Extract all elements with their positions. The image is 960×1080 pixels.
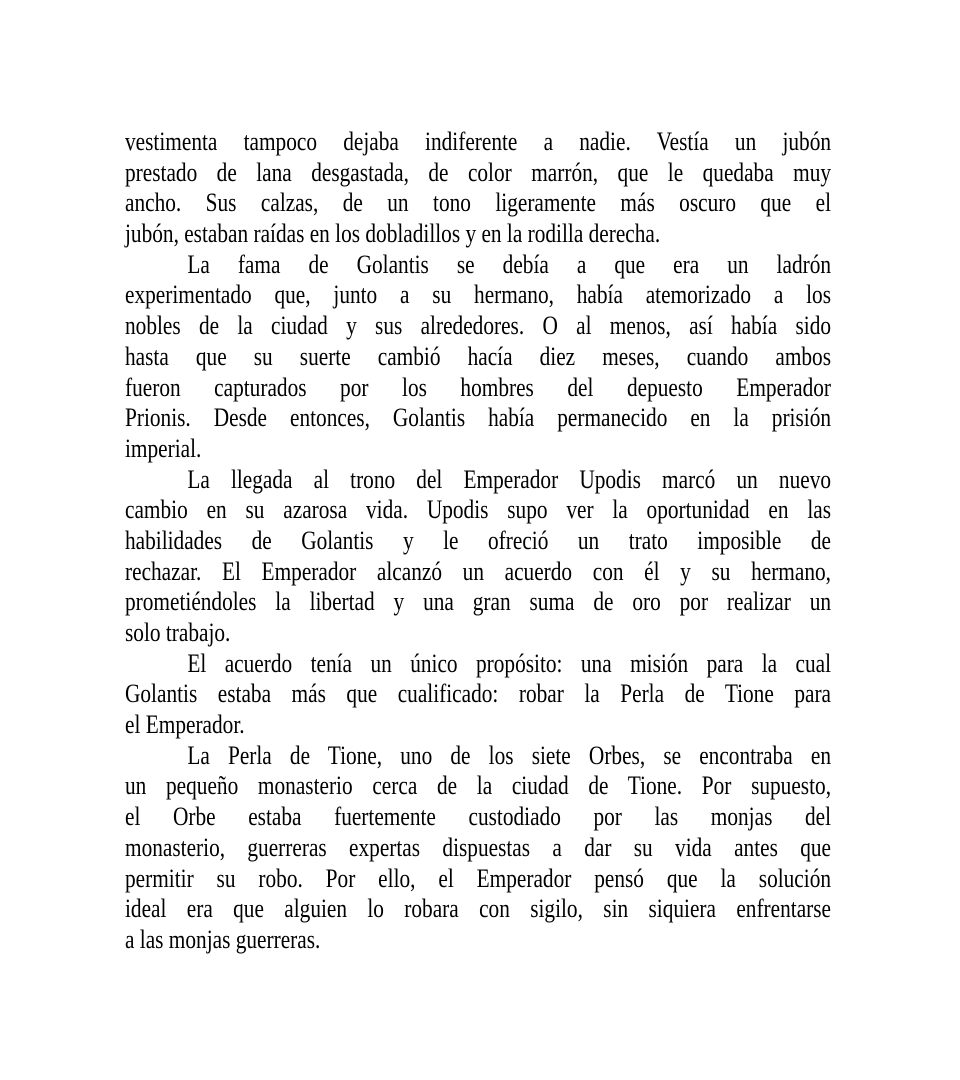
text-line: un pequeño monasterio cerca de la ciudad de Tione. Por supuesto,	[125, 771, 832, 801]
text-line: El acuerdo tenía un único propósito: una misión para la cual	[187, 648, 832, 678]
text-line: nobles de la ciudad y sus alrededores. O al menos, así había sido	[125, 311, 832, 341]
paragraph	[125, 465, 831, 649]
text-line: fueron capturados por los hombres del depuesto Emperador	[125, 372, 832, 402]
text-line: hasta que su suerte cambió hacía diez meses, cuando ambos	[125, 341, 832, 371]
text-line: imperial.	[125, 433, 202, 463]
text-line: La fama de Golantis se debía a que era un ladrón	[187, 249, 832, 279]
text-line: el Emperador.	[125, 710, 245, 740]
text-line: permitir su robo. Por ello, el Emperador pensó que la solución	[125, 863, 832, 893]
text-line: el Orbe estaba fuertemente custodiado por las monjas del	[125, 802, 832, 832]
text-line: prometiéndoles la libertad y una gran suma de oro por realizar un	[125, 587, 832, 617]
paragraph	[125, 127, 831, 250]
text-line: ancho. Sus calzas, de un tono ligeramente más oscuro que el	[125, 188, 832, 218]
text-line: experimentado que, junto a su hermano, había atemorizado a los	[125, 280, 832, 310]
paragraph	[125, 741, 831, 956]
text-line: vestimenta tampoco dejaba indiferente a nadie. Vestía un jubón	[125, 127, 832, 156]
text-line: Golantis estaba más que cualificado: robar la Perla de Tione para	[125, 679, 832, 709]
text-line: rechazar. El Emperador alcanzó un acuerdo con él y su hermano,	[125, 556, 832, 586]
text-line: prestado de lana desgastada, de color marrón, que le quedaba muy	[125, 157, 832, 187]
text-line: jubón, estaban raídas en los dobladillos y en la rodilla derecha.	[125, 219, 661, 249]
text-line: La llegada al trono del Emperador Upodis marcó un nuevo	[187, 464, 832, 494]
text-line: cambio en su azarosa vida. Upodis supo ver la oportunidad en las	[125, 495, 832, 525]
paragraph	[125, 250, 831, 465]
text-line: ideal era que alguien lo robara con sigilo, sin siquiera enfrentarse	[125, 894, 832, 924]
text-line: habilidades de Golantis y le ofreció un trato imposible de	[125, 525, 832, 555]
text-line: La Perla de Tione, uno de los siete Orbes, se encontraba en	[187, 740, 832, 770]
text-line: monasterio, guerreras expertas dispuestas a dar su vida antes que	[125, 832, 832, 862]
text-line: a las monjas guerreras.	[125, 924, 321, 954]
text-line: solo trabajo.	[125, 618, 231, 647]
paragraph	[125, 649, 831, 741]
document-body	[125, 127, 831, 956]
text-line: Prionis. Desde entonces, Golantis había permanecido en la prisión	[125, 403, 832, 433]
